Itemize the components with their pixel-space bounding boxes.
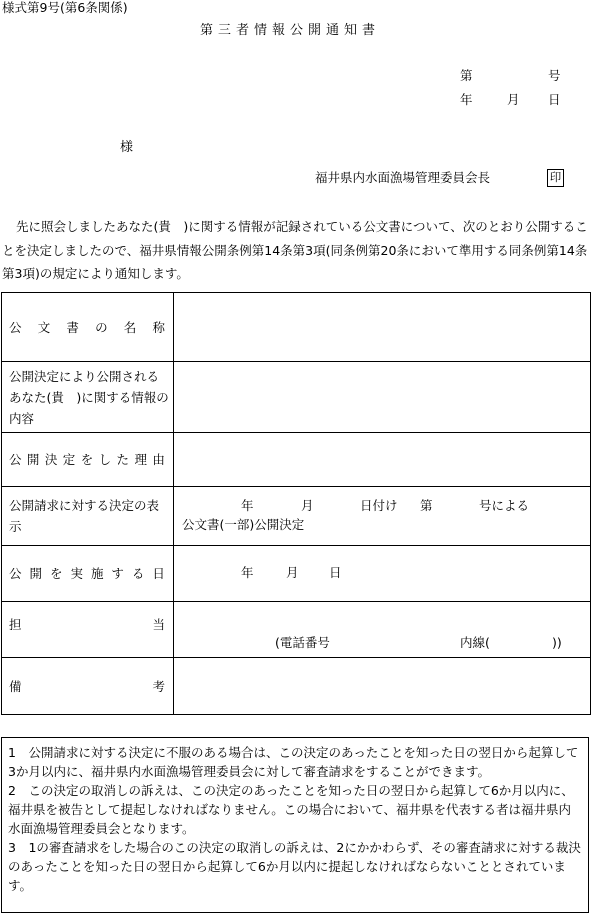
label-char: を	[80, 452, 94, 467]
seal-stamp-box	[547, 169, 564, 187]
label-char: 公	[9, 319, 22, 335]
label-remarks	[2, 658, 174, 715]
label-char: 定	[62, 452, 76, 467]
form-number-label: 様式第9号(第6条関係)	[2, 0, 128, 15]
label-contact	[2, 602, 174, 658]
row-document-name	[2, 293, 591, 362]
label-char: 実	[70, 566, 83, 581]
addressee-honorific: 様	[120, 140, 134, 155]
decision-number-prefix: 第	[420, 498, 433, 513]
document-number-prefix: 第	[460, 68, 473, 83]
contact-label-right: 当	[152, 617, 165, 632]
implement-month: 月	[286, 565, 299, 580]
label-char: 称	[152, 319, 165, 335]
label-decision	[2, 487, 174, 546]
value-remarks[interactable]	[174, 658, 591, 715]
label-char: す	[111, 566, 124, 581]
decision-number-suffix: 号による	[479, 498, 530, 513]
label-char: 開	[26, 452, 40, 467]
info-content-label-text: 公開決定により公開されるあなた(貴 )に関する情報の内容	[9, 368, 169, 426]
value-decision[interactable]	[174, 487, 591, 546]
document-number-suffix: 号	[548, 68, 561, 83]
label-info-content	[2, 362, 174, 433]
value-implementation-date[interactable]	[174, 546, 591, 602]
label-reason	[2, 433, 174, 487]
note-item-3: 3 1の審査請求をした場合のこの決定の取消しの訴えは、2にかかわらず、その審査請求に対する裁決のあったことを知った日の翌日から起算して6か月以内に提起しなければならないこととされています。	[8, 840, 581, 893]
label-char: の	[95, 319, 108, 335]
row-info-content	[2, 362, 591, 433]
issue-date-day: 日	[548, 92, 561, 107]
contact-label-left: 担	[9, 617, 22, 632]
note-item-1: 1 公開請求に対する決定に不服のある場合は、この決定のあったことを知った日の翌日から起算して3か月以内に、福井県内水面漁場管理委員会に対して審査請求をすることができます。	[8, 745, 579, 779]
value-document-name[interactable]	[174, 293, 591, 362]
contact-extension: 内線(	[460, 635, 490, 650]
row-contact	[2, 602, 591, 658]
decision-text: 公文書(一部)公開決定	[182, 517, 305, 532]
label-char: 理	[134, 452, 147, 467]
value-reason[interactable]	[174, 433, 591, 487]
document-title: 第三者情報公開通知書	[200, 23, 381, 38]
label-char: し	[98, 452, 112, 467]
notice-table	[1, 292, 591, 715]
contact-extension-close: ))	[552, 635, 562, 650]
label-char: 由	[152, 452, 165, 467]
value-contact[interactable]	[174, 602, 591, 658]
label-char: 文	[37, 319, 51, 335]
contact-phone: (電話番号	[275, 635, 330, 650]
implement-year: 年	[241, 565, 254, 580]
label-char: を	[49, 566, 63, 581]
label-implementation-date	[2, 546, 174, 602]
value-info-content[interactable]	[174, 362, 591, 433]
row-decision	[2, 487, 591, 546]
decision-label-text: 公開請求に対する決定の表示	[9, 498, 160, 534]
label-char: 日	[152, 566, 165, 581]
label-char: 名	[123, 319, 137, 335]
remarks-label-right: 考	[152, 678, 165, 694]
decision-month: 月	[301, 498, 314, 513]
remarks-label-left: 備	[9, 678, 22, 694]
label-char: た	[116, 452, 130, 467]
label-char: 公	[9, 566, 22, 581]
seal-label: 印	[549, 170, 562, 185]
label-char: る	[131, 566, 145, 581]
notes-box	[1, 737, 589, 913]
label-char: 書	[66, 319, 79, 335]
row-remarks	[2, 658, 591, 715]
implement-day: 日	[329, 565, 342, 580]
issue-date-month: 月	[507, 92, 520, 107]
label-char: 施	[90, 566, 104, 581]
intro-paragraph: 先に照会しましたあなた(貴 )に関する情報が記録されている公文書について、次のとおり公開することを決定しましたので、福井県情報公開条例第14条第3項(同条例第20条において準用する同条例第14条第3項)の規定により通知します。	[2, 219, 588, 281]
label-char: 公	[9, 452, 22, 467]
label-char: 決	[44, 452, 58, 467]
decision-year: 年	[241, 498, 254, 513]
sender-name: 福井県内水面漁場管理委員会長	[315, 170, 491, 185]
label-document-name	[2, 293, 174, 362]
issue-date-year: 年	[460, 92, 473, 107]
row-implementation-date	[2, 546, 591, 602]
label-char: 開	[29, 566, 42, 581]
note-item-2: 2 この決定の取消しの訴えは、この決定のあったことを知った日の翌日から起算して6か月以内に、福井県を被告として提起しなければなりません。この場合において、福井県を代表する者は福井県内水面漁場管理委員会となります。	[8, 783, 574, 836]
row-reason	[2, 433, 591, 487]
decision-dated: 日付け	[360, 498, 398, 513]
